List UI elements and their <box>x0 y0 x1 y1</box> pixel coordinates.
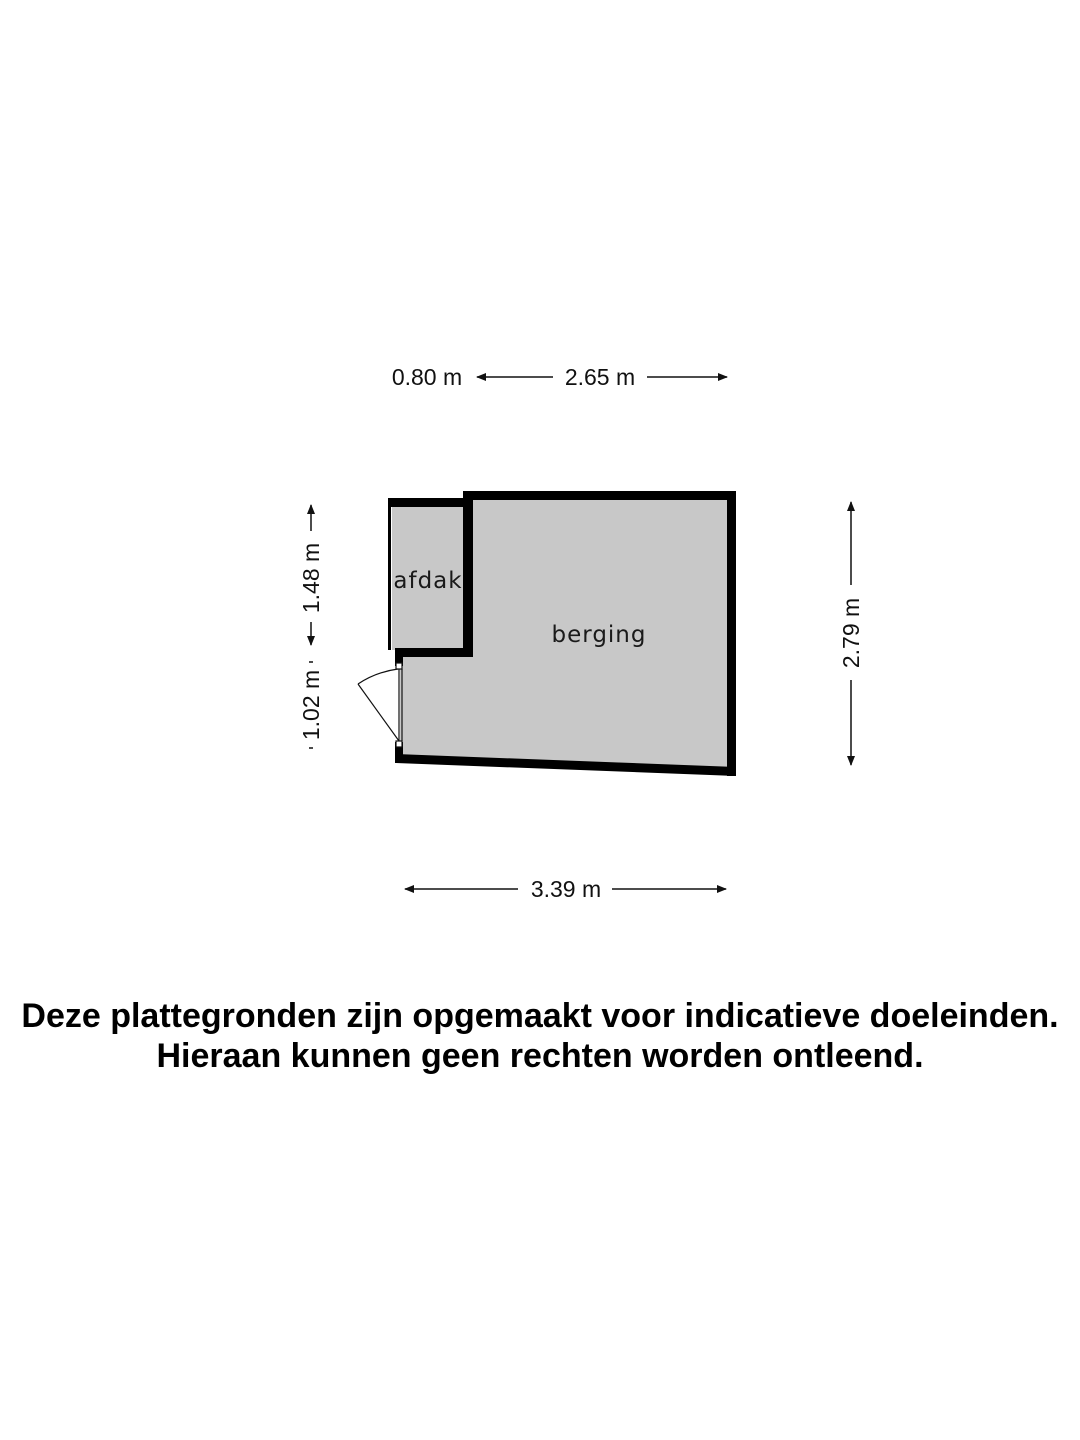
dim-left-lower: 1.02 m <box>298 669 324 741</box>
dim-right: 2.79 m <box>838 597 864 669</box>
dim-top-left: 0.80 m <box>391 364 463 390</box>
dim-left-upper: 1.48 m <box>298 542 324 614</box>
disclaimer-line-1: Deze plattegronden zijn opgemaakt voor indicatieve doeleinden. <box>21 997 1059 1035</box>
dim-top-right: 2.65 m <box>564 364 636 390</box>
room-label-berging: berging <box>551 622 647 648</box>
door <box>358 663 402 747</box>
disclaimer <box>0 996 1080 1076</box>
room-label-afdak: afdak <box>393 568 463 594</box>
disclaimer-line-2: Hieraan kunnen geen rechten worden ontleend. <box>156 1037 924 1075</box>
dim-bottom: 3.39 m <box>530 876 602 902</box>
